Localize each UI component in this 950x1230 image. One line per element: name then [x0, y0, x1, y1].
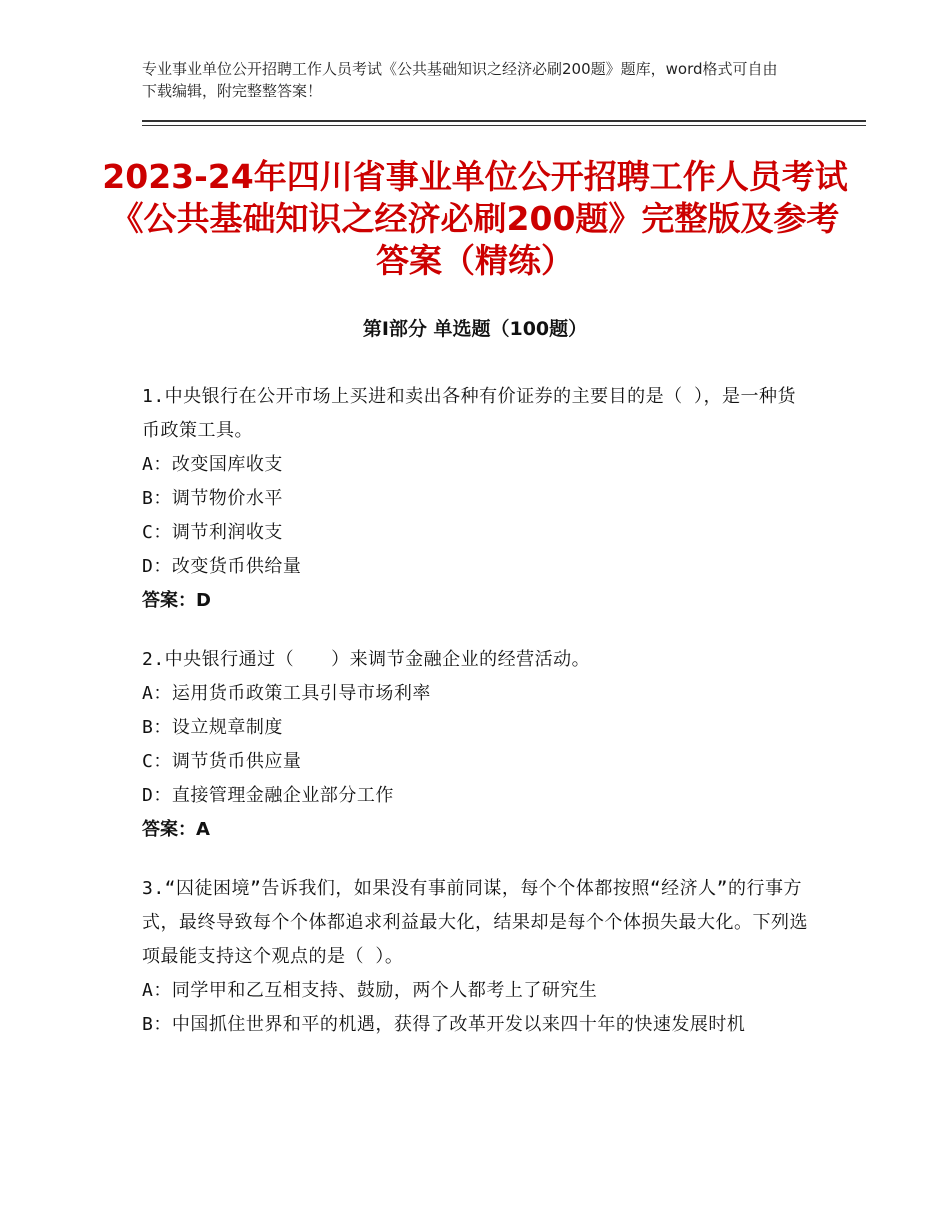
question-stem: 1.中央银行在公开市场上买进和卖出各种有价证券的主要目的是（ ），是一种货币政策工具。	[142, 386, 797, 441]
question-stem: 2.中央银行通过（ ）来调节金融企业的经营活动。	[142, 649, 591, 670]
answer: 答案：D	[142, 590, 211, 611]
option-a: A：改变国库收支	[142, 454, 283, 475]
header-rule-thin	[142, 125, 866, 126]
option-b: B：中国抓住世界和平的机遇，获得了改革开发以来四十年的快速发展时机	[142, 1014, 746, 1035]
question-2	[142, 643, 808, 847]
header-note: 专业事业单位公开招聘工作人员考试《公共基础知识之经济必刷200题》题库，word格式可自由下载编辑，附完整整答案！	[142, 60, 778, 100]
question-list	[142, 380, 808, 1067]
option-c: C：调节利润收支	[142, 522, 283, 543]
option-a: A：运用货币政策工具引导市场利率	[142, 683, 431, 704]
header-rule-thick	[142, 120, 866, 122]
option-b: B：调节物价水平	[142, 488, 283, 509]
option-a: A：同学甲和乙互相支持、鼓励，两个人都考上了研究生	[142, 980, 598, 1001]
document-title: 2023-24年四川省事业单位公开招聘工作人员考试《公共基础知识之经济必刷200题》完整版及参考答案（精练）	[102, 157, 848, 280]
option-d: D：改变货币供给量	[142, 556, 302, 577]
question-3	[142, 872, 808, 1042]
section-title: 第Ⅰ部分 单选题（100题）	[362, 318, 588, 340]
option-c: C：调节货币供应量	[142, 751, 302, 772]
question-1	[142, 380, 808, 618]
answer: 答案：A	[142, 819, 210, 840]
option-d: D：直接管理金融企业部分工作	[142, 785, 394, 806]
option-b: B：设立规章制度	[142, 717, 283, 738]
question-stem: 3.“囚徒困境”告诉我们，如果没有事前同谋，每个个体都按照“经济人”的行事方式，最终导致每个个体都追求利益最大化，结果却是每个个体损失最大化。下列选项最能支持这个观点的是（ ）。	[142, 878, 808, 967]
